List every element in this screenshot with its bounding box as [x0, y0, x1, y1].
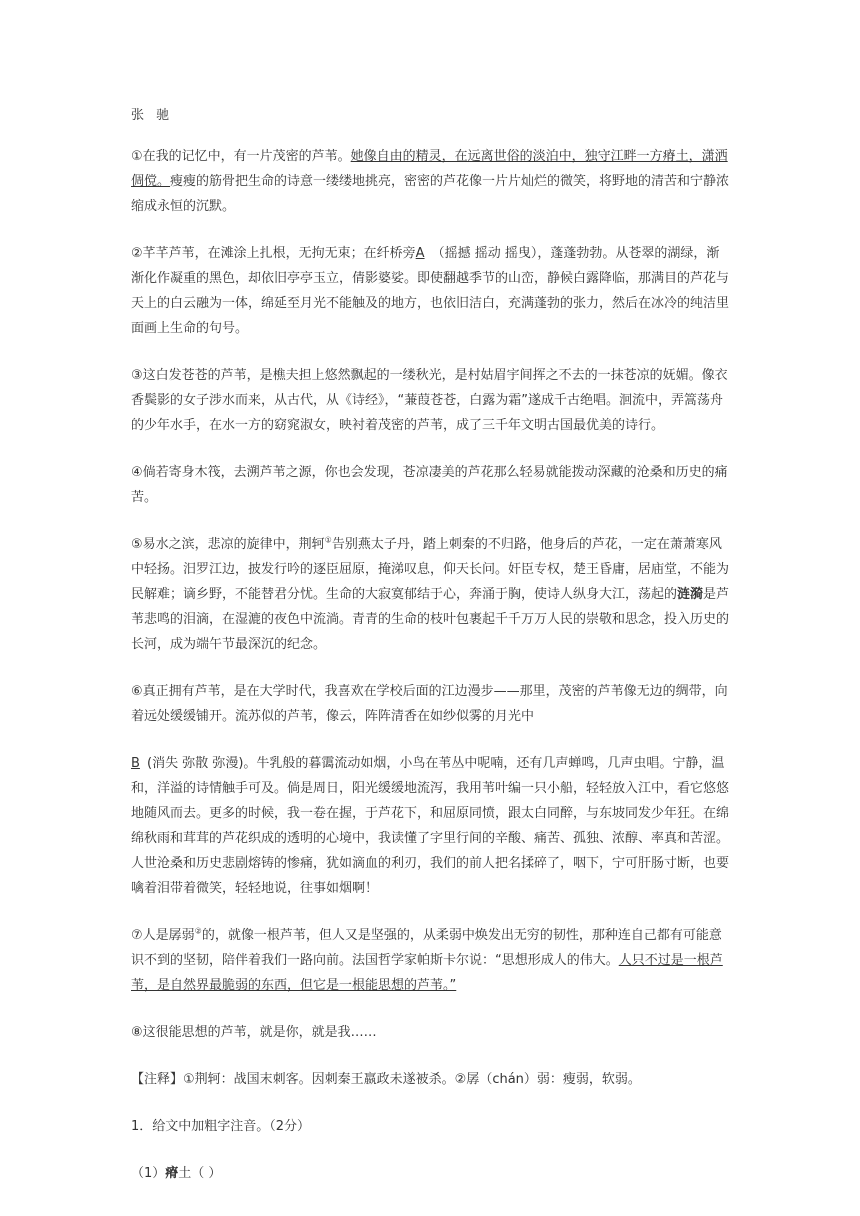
paragraph-1-text: ①在我的记忆中，有一片茂密的芦苇。	[131, 149, 351, 164]
paragraph-5-text-end: 是芦苇悲鸣的泪滴，在湿漉的夜色中流淌。青青的生命的枝叶包裹起千千万万人民的崇敬和思念，投入历史的长河，成为端午节最深沉的纪念。	[131, 587, 730, 652]
footnote-marker-2: ②	[194, 926, 202, 936]
paragraph-5-text: ⑤易水之滨，悲凉的旋律中，荆轲	[131, 537, 325, 552]
blank-a: A	[415, 246, 425, 261]
paragraph-7-text: (消失 弥散 弥漫)。牛乳般的暮霭流动如烟，小鸟在苇丛中呢喃，还有几声蝉鸣，几声虫唱。宁静，温和，洋溢的诗情触手可及。倘是周日，阳光缓缓地流泻，我用苇叶编一只小船，轻轻放入江中，看它悠悠地随风而去。更多的时候，我一卷在握，于芦花下，和屈原同愤，跟太白同醉，与东坡同发少年狂。在绵绵秋雨和茸茸的芦花织成的透明的心境中，我读懂了字里行间的辛酸、痛苦、孤独、浓醇、率真和苦涩。人世沧桑和历史悲剧熔铸的惨痛，犹如滴血的利刃，我们的前人把名揉碎了，咽下，宁可肝肠寸断，也要噙着泪带着微笑，轻轻地说，往事如烟啊！	[131, 756, 730, 896]
paragraph-2	[131, 241, 731, 341]
paragraph-2-text: ②芊芊芦苇，在滩涂上扎根，无拘无束；在纤桥旁	[131, 246, 416, 261]
paragraph-2-text-cont: （摇撼 摇动 摇曳），蓬蓬勃勃。从苍翠的湖绿，渐渐化作凝重的黑色，却依旧亭亭玉立，倩影婆娑。即使翻越季节的山峦，静候白露降临，那满目的芦花与天上的白云融为一体，绵延至月光不能触及的地方，也依旧洁白，充满蓬勃的张力，然后在冰冷的纯洁里面画上生命的句号。	[131, 246, 730, 336]
bold-word-lianyi: 涟漪	[677, 587, 704, 602]
item-prefix: （1）	[131, 1166, 166, 1181]
question-1: 1．给文中加粗字注音。（2分）	[131, 1119, 311, 1134]
paragraph-8-text: ⑦人是孱弱	[131, 928, 195, 943]
underlined-sentence-1: 她像自由的精灵，在远离世俗的淡泊中，独守江畔一方瘠土，潇洒倜傥。	[131, 149, 728, 189]
paragraph-8-text-cont: 的，就像一根芦苇，但人又是坚强的，从柔弱中焕发出无穷的韧性，那种连自己都有可能意识不到的坚韧，陪伴着我们一路向前。法国哲学家帕斯卡尔说：“思想形成人的伟大。	[131, 928, 722, 968]
paragraph-8	[131, 923, 731, 998]
paragraph-6: ⑥真正拥有芦苇，是在大学时代，我喜欢在学校后面的江边漫步——那里，茂密的芦苇像无边的绸带，向着远处缓缓铺开。流苏似的芦苇，像云，阵阵清香在如纱似雾的月光中	[131, 684, 728, 724]
paragraph-1-text-cont: 瘦瘦的筋骨把生命的诗意一缕缕地挑亮，密密的芦花像一片片灿烂的微笑，将野地的清苦和宁静浓缩成永恒的沉默。	[131, 174, 730, 214]
paragraph-9: ⑧这很能思想的芦苇，就是你，就是我……	[131, 1025, 377, 1040]
bold-word-ji: 瘠	[165, 1166, 179, 1181]
paragraph-5	[131, 532, 731, 657]
footnotes-text: ①荆轲：战国末刺客。因刺秦王嬴政未遂被杀。②孱（chán）弱：瘦弱，软弱。	[183, 1072, 641, 1087]
paragraph-7	[131, 751, 731, 901]
footnote-marker-1: ①	[324, 535, 332, 545]
blank-b: B	[131, 756, 140, 771]
item-answer-blank: 土（ ）	[178, 1166, 222, 1181]
footnotes-label: 【注释】	[131, 1072, 184, 1087]
underlined-sentence-2: 人只不过是一根芦苇，是自然界最脆弱的东西，但它是一根能思想的芦苇。”	[131, 953, 723, 993]
footnotes	[131, 1067, 731, 1092]
question-1-item-1	[131, 1161, 731, 1186]
article-body	[131, 103, 731, 1208]
paragraph-4: ④倘若寄身木筏，去溯芦苇之源，你也会发现，苍凉凄美的芦花那么轻易就能拨动深藏的沧桑和历史的痛苦。	[131, 465, 728, 505]
paragraph-3: ③这白发苍苍的芦苇，是樵夫担上悠然飘起的一缕秋光，是村姑眉宇间挥之不去的一抹苍凉的妩媚。像衣香鬓影的女子涉水而来，从古代，从《诗经》，“蒹葭苍苍，白露为霜”遂成千古绝唱。洄流中，弄篙荡舟的少年水手，在水一方的窈窕淑女，映衬着茂密的芦苇，成了三千年文明古国最优美的诗行。	[131, 368, 728, 433]
author-name: 张 驰	[131, 108, 174, 123]
paragraph-5-text-cont: 告别燕太子丹，踏上刺秦的不归路，他身后的芦花，一定在萧萧寒风中轻扬。汨罗江边，披发行吟的逐臣屈原，掩涕叹息，仰天长问。奸臣专权，楚王昏庸，居庙堂，不能为民解难；谪乡野，不能替君分忧。生命的大寂寞郁结于心，奔涌于胸，使诗人纵身大江，荡起的	[131, 537, 730, 602]
paragraph-1	[131, 144, 731, 219]
